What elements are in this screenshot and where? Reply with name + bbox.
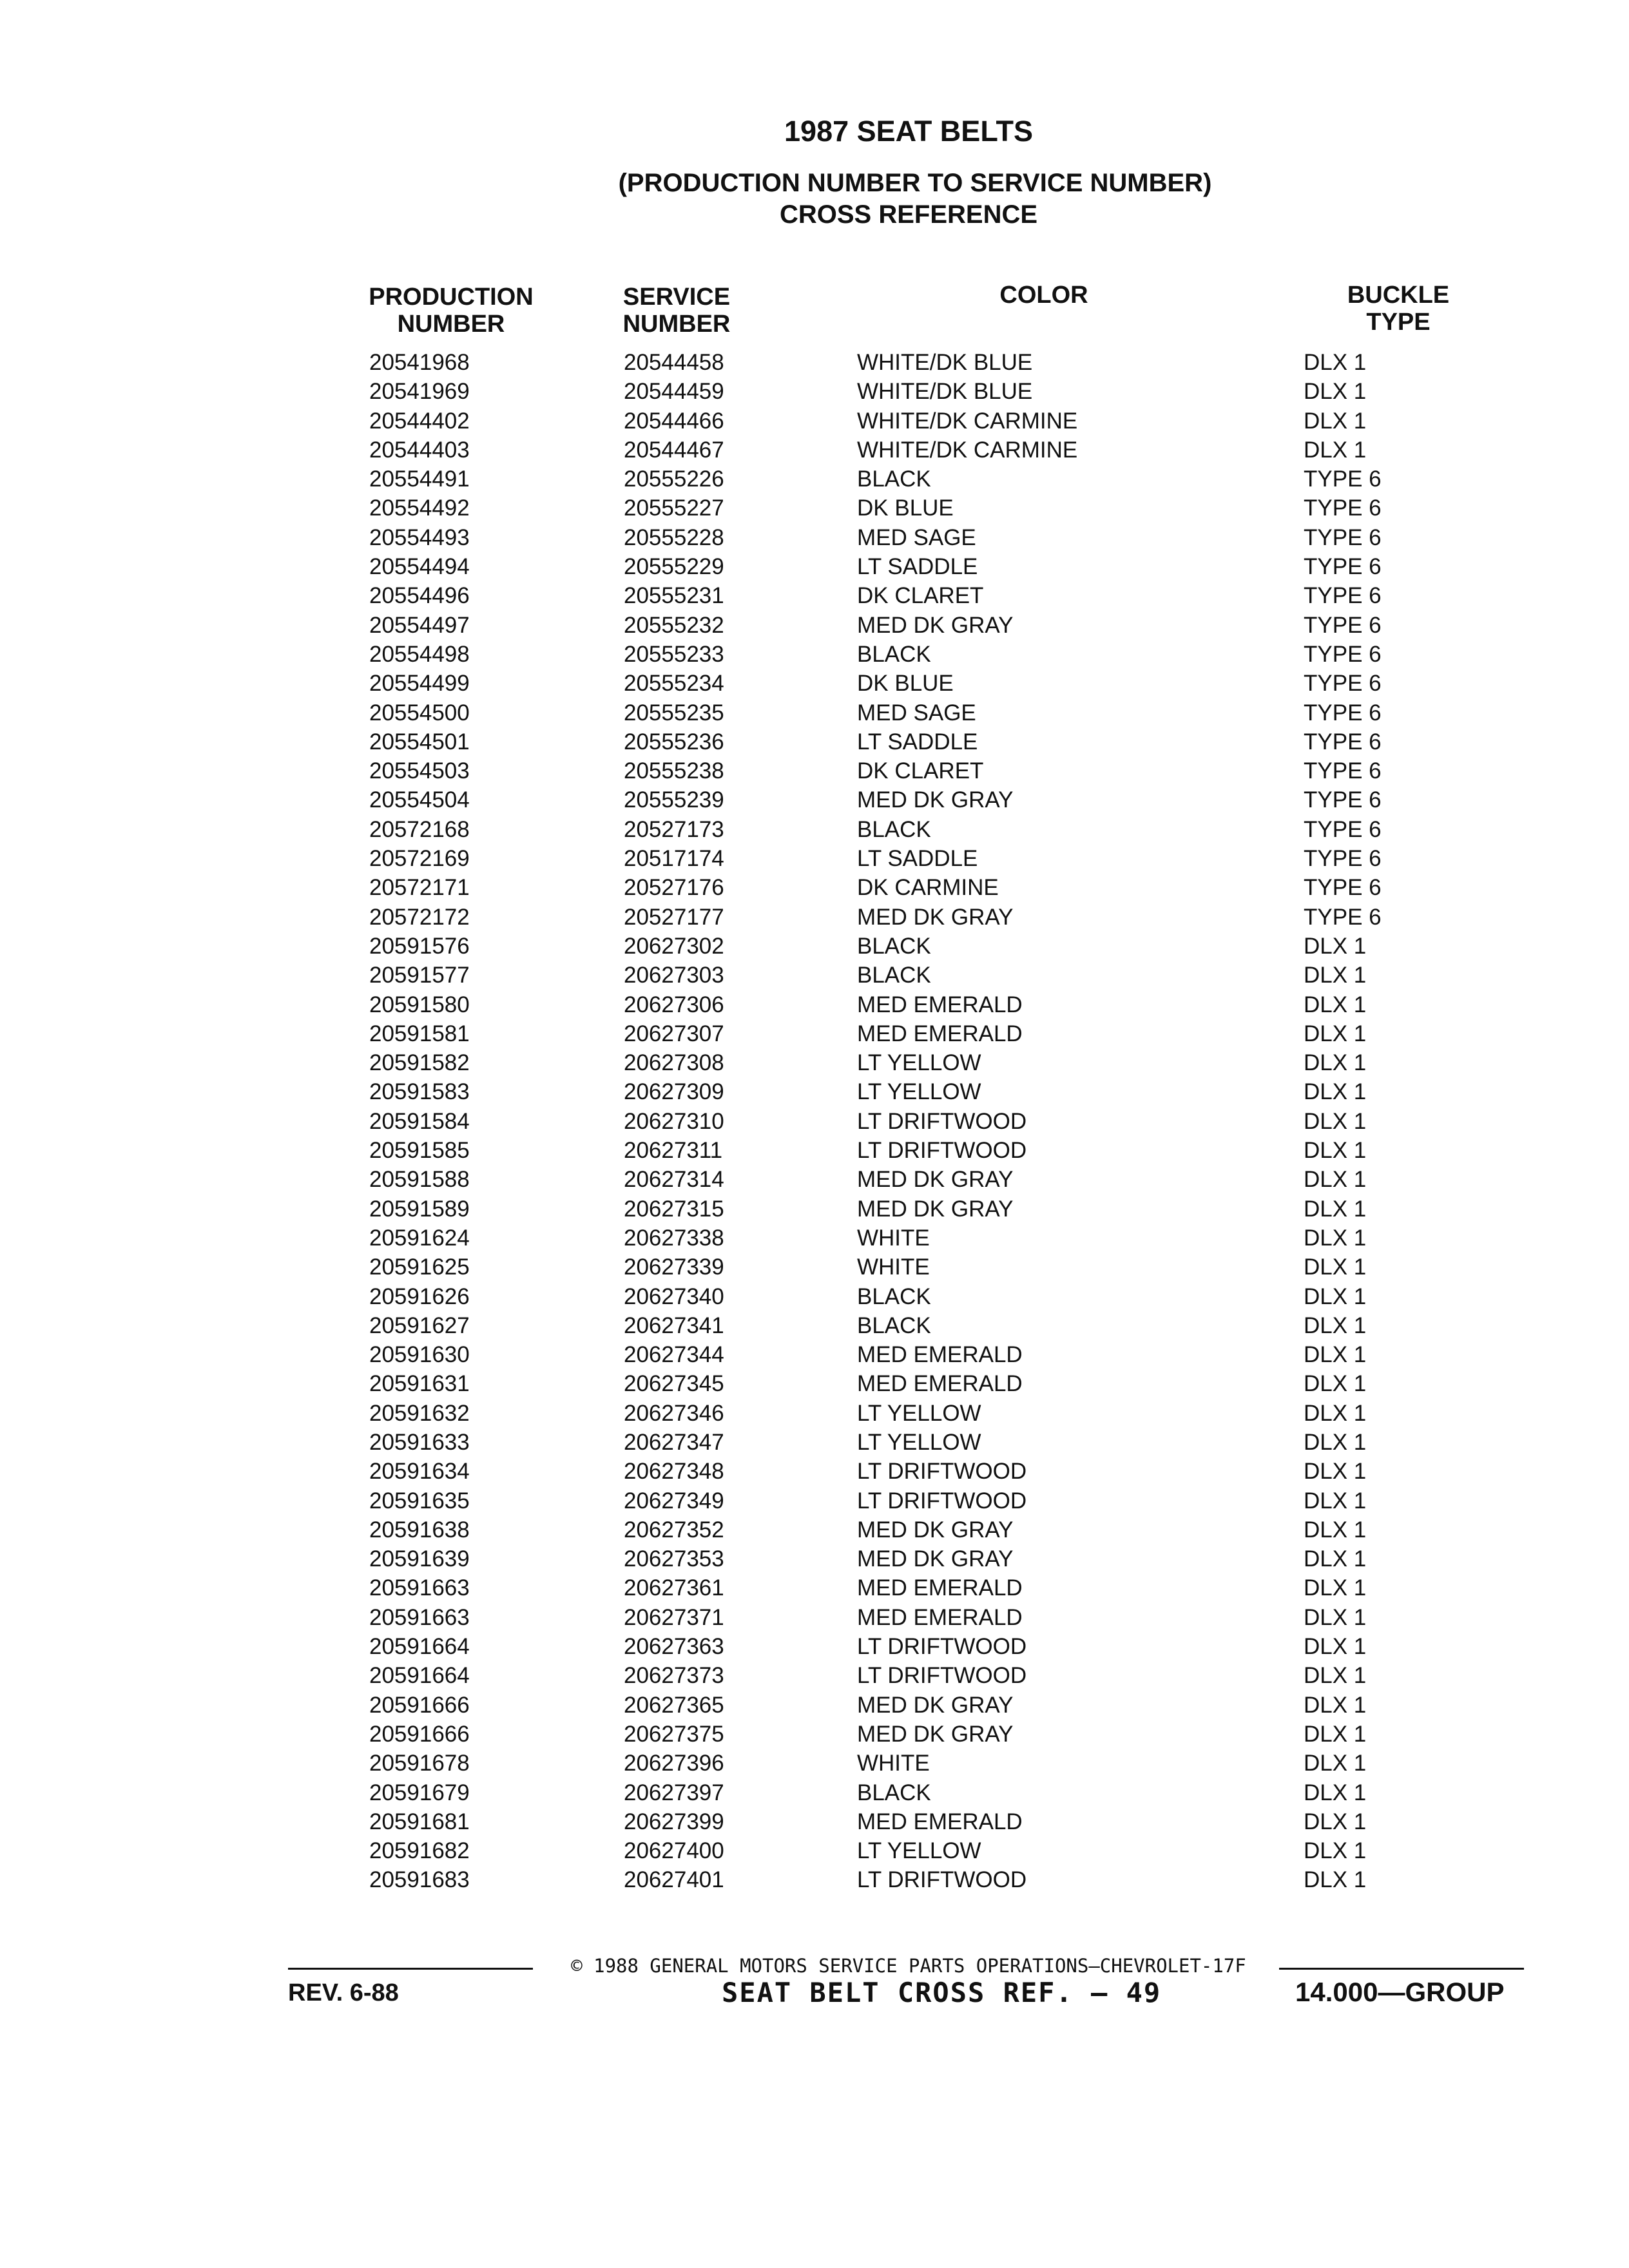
- buckle-type-cell: DLX 1: [1304, 1196, 1367, 1222]
- color-cell: LT DRIFTWOOD: [857, 1867, 1027, 1893]
- service-number-cell: 20544467: [624, 437, 724, 463]
- buckle-type-cell: DLX 1: [1304, 1283, 1367, 1309]
- header-color: [915, 282, 1173, 309]
- service-number-cell: 20627338: [624, 1225, 724, 1251]
- buckle-type-cell: DLX 1: [1304, 1167, 1367, 1193]
- buckle-type-cell: DLX 1: [1304, 992, 1367, 1017]
- table-row: [0, 1048, 1629, 1077]
- production-number-cell: 20544403: [369, 437, 470, 463]
- color-cell: MED DK GRAY: [857, 904, 1014, 930]
- color-cell: MED EMERALD: [857, 1021, 1023, 1046]
- color-cell: LT DRIFTWOOD: [857, 1108, 1027, 1134]
- service-number-cell: 20527177: [624, 904, 724, 930]
- service-number-cell: 20555238: [624, 758, 724, 784]
- table-row: [0, 1486, 1629, 1515]
- table-row: [0, 1778, 1629, 1807]
- production-number-cell: 20554501: [369, 729, 470, 754]
- service-number-cell: 20627311: [624, 1138, 723, 1164]
- color-cell: DK BLUE: [857, 495, 954, 521]
- table-row: [0, 1399, 1629, 1428]
- table-row: [0, 1165, 1629, 1194]
- buckle-type-cell: TYPE 6: [1304, 729, 1382, 754]
- color-cell: MED EMERALD: [857, 1575, 1023, 1601]
- buckle-type-cell: TYPE 6: [1304, 641, 1382, 667]
- color-cell: MED EMERALD: [857, 1809, 1023, 1834]
- table-row: [0, 698, 1629, 727]
- color-cell: WHITE: [857, 1225, 930, 1251]
- buckle-type-cell: DLX 1: [1304, 1371, 1367, 1397]
- cross-reference-table: [0, 348, 1629, 1895]
- color-cell: BLACK: [857, 963, 931, 988]
- header-service-number: [580, 284, 773, 338]
- color-cell: MED DK GRAY: [857, 1721, 1014, 1747]
- buckle-type-cell: DLX 1: [1304, 1050, 1367, 1076]
- service-number-cell: 20627341: [624, 1312, 724, 1338]
- service-number-cell: 20527173: [624, 816, 724, 842]
- service-number-cell: 20555234: [624, 671, 724, 697]
- buckle-type-cell: DLX 1: [1304, 1751, 1367, 1776]
- production-number-cell: 20554493: [369, 524, 470, 550]
- service-number-cell: 20555239: [624, 787, 724, 813]
- color-cell: LT DRIFTWOOD: [857, 1634, 1027, 1660]
- color-cell: WHITE/DK CARMINE: [857, 408, 1078, 434]
- buckle-type-cell: DLX 1: [1304, 1108, 1367, 1134]
- header-service-line2: NUMBER: [622, 311, 731, 338]
- table-row: [0, 1340, 1629, 1369]
- service-number-cell: 20627348: [624, 1459, 724, 1485]
- production-number-cell: 20591635: [369, 1488, 470, 1514]
- table-row: [0, 523, 1629, 552]
- production-number-cell: 20591631: [369, 1371, 470, 1397]
- table-row: [0, 1107, 1629, 1136]
- group-label: 14.000—GROUP: [1295, 1977, 1505, 2007]
- production-number-cell: 20591634: [369, 1459, 470, 1485]
- table-row: [0, 932, 1629, 961]
- color-cell: LT SADDLE: [857, 729, 978, 754]
- buckle-type-cell: DLX 1: [1304, 963, 1367, 988]
- color-cell: WHITE/DK BLUE: [857, 350, 1033, 375]
- table-row: [0, 1573, 1629, 1602]
- color-cell: BLACK: [857, 1312, 931, 1338]
- header-production-line1: PRODUCTION: [369, 284, 534, 311]
- color-cell: MED DK GRAY: [857, 612, 1014, 638]
- buckle-type-cell: TYPE 6: [1304, 524, 1382, 550]
- service-number-cell: 20627306: [624, 992, 724, 1017]
- service-number-cell: 20627371: [624, 1604, 724, 1630]
- service-number-cell: 20627346: [624, 1400, 724, 1426]
- buckle-type-cell: TYPE 6: [1304, 904, 1382, 930]
- table-row: [0, 903, 1629, 932]
- service-number-cell: 20627303: [624, 963, 724, 988]
- service-number-cell: 20627308: [624, 1050, 724, 1076]
- buckle-type-cell: DLX 1: [1304, 1604, 1367, 1630]
- table-row: [0, 844, 1629, 873]
- production-number-cell: 20591633: [369, 1429, 470, 1455]
- service-number-cell: 20555227: [624, 495, 724, 521]
- production-number-cell: 20544402: [369, 408, 470, 434]
- color-cell: WHITE/DK BLUE: [857, 379, 1033, 405]
- header-buckle-type: [1308, 282, 1489, 336]
- color-cell: WHITE: [857, 1254, 930, 1280]
- service-number-cell: 20555235: [624, 700, 724, 726]
- production-number-cell: 20572171: [369, 875, 470, 901]
- page-reference: SEAT BELT CROSS REF. — 49: [722, 1977, 1162, 2008]
- production-number-cell: 20591638: [369, 1517, 470, 1542]
- table-row: [0, 961, 1629, 990]
- header-buckle-line2: TYPE: [1366, 309, 1431, 336]
- color-cell: MED DK GRAY: [857, 787, 1014, 813]
- table-row: [0, 669, 1629, 698]
- service-number-cell: 20555229: [624, 554, 724, 580]
- color-cell: MED DK GRAY: [857, 1167, 1014, 1193]
- buckle-type-cell: DLX 1: [1304, 1634, 1367, 1660]
- color-cell: LT DRIFTWOOD: [857, 1138, 1027, 1164]
- table-row: [0, 640, 1629, 669]
- buckle-type-cell: DLX 1: [1304, 1663, 1367, 1689]
- production-number-cell: 20541968: [369, 350, 470, 375]
- table-row: [0, 1311, 1629, 1340]
- color-cell: BLACK: [857, 641, 931, 667]
- production-number-cell: 20591584: [369, 1108, 470, 1134]
- color-cell: BLACK: [857, 933, 931, 959]
- table-row: [0, 873, 1629, 902]
- service-number-cell: 20627400: [624, 1838, 724, 1864]
- service-number-cell: 20555226: [624, 466, 724, 492]
- service-number-cell: 20555232: [624, 612, 724, 638]
- production-number-cell: 20591624: [369, 1225, 470, 1251]
- buckle-type-cell: DLX 1: [1304, 1809, 1367, 1834]
- table-row: [0, 1865, 1629, 1894]
- service-number-cell: 20544458: [624, 350, 724, 375]
- buckle-type-cell: DLX 1: [1304, 1429, 1367, 1455]
- service-number-cell: 20544466: [624, 408, 724, 434]
- production-number-cell: 20591681: [369, 1809, 470, 1834]
- table-row: [0, 1136, 1629, 1165]
- service-number-cell: 20627401: [624, 1867, 724, 1893]
- service-number-cell: 20527176: [624, 875, 724, 901]
- revision-label: REV. 6-88: [288, 1979, 399, 2006]
- buckle-type-cell: DLX 1: [1304, 933, 1367, 959]
- color-cell: LT DRIFTWOOD: [857, 1459, 1027, 1485]
- table-row: [0, 348, 1629, 377]
- service-number-cell: 20627352: [624, 1517, 724, 1542]
- service-number-cell: 20555233: [624, 641, 724, 667]
- production-number-cell: 20591678: [369, 1751, 470, 1776]
- color-cell: MED SAGE: [857, 700, 976, 726]
- service-number-cell: 20627397: [624, 1780, 724, 1805]
- service-number-cell: 20555236: [624, 729, 724, 754]
- production-number-cell: 20554503: [369, 758, 470, 784]
- production-number-cell: 20591679: [369, 1780, 470, 1805]
- color-cell: DK BLUE: [857, 671, 954, 697]
- table-row: [0, 785, 1629, 814]
- service-number-cell: 20627345: [624, 1371, 724, 1397]
- service-number-cell: 20627399: [624, 1809, 724, 1834]
- buckle-type-cell: DLX 1: [1304, 1459, 1367, 1485]
- production-number-cell: 20554491: [369, 466, 470, 492]
- production-number-cell: 20572168: [369, 816, 470, 842]
- buckle-type-cell: DLX 1: [1304, 1780, 1367, 1805]
- buckle-type-cell: DLX 1: [1304, 1867, 1367, 1893]
- color-cell: BLACK: [857, 466, 931, 492]
- service-number-cell: 20544459: [624, 379, 724, 405]
- table-row: [0, 1661, 1629, 1690]
- color-cell: WHITE/DK CARMINE: [857, 437, 1078, 463]
- table-row: [0, 1253, 1629, 1282]
- buckle-type-cell: DLX 1: [1304, 1575, 1367, 1601]
- buckle-type-cell: TYPE 6: [1304, 671, 1382, 697]
- header-buckle-line1: BUCKLE: [1347, 282, 1450, 309]
- production-number-cell: 20572169: [369, 846, 470, 872]
- production-number-cell: 20591683: [369, 1867, 470, 1893]
- production-number-cell: 20591639: [369, 1546, 470, 1572]
- buckle-type-cell: DLX 1: [1304, 1138, 1367, 1164]
- service-number-cell: 20627314: [624, 1167, 724, 1193]
- production-number-cell: 20591589: [369, 1196, 470, 1222]
- footer-rule-right: [1279, 1968, 1524, 1970]
- header-color-label: COLOR: [999, 282, 1088, 309]
- buckle-type-cell: TYPE 6: [1304, 758, 1382, 784]
- production-number-cell: 20554492: [369, 495, 470, 521]
- color-cell: MED EMERALD: [857, 1371, 1023, 1397]
- service-number-cell: 20627375: [624, 1721, 724, 1747]
- service-number-cell: 20627344: [624, 1342, 724, 1368]
- service-number-cell: 20627302: [624, 933, 724, 959]
- copyright-notice: © 1988 GENERAL MOTORS SERVICE PARTS OPERATIONS—CHEVROLET-17F: [571, 1955, 1246, 1977]
- table-row: [0, 990, 1629, 1019]
- color-cell: LT DRIFTWOOD: [857, 1663, 1027, 1689]
- color-cell: WHITE: [857, 1751, 930, 1776]
- service-number-cell: 20627339: [624, 1254, 724, 1280]
- buckle-type-cell: DLX 1: [1304, 1546, 1367, 1572]
- buckle-type-cell: TYPE 6: [1304, 612, 1382, 638]
- production-number-cell: 20591664: [369, 1663, 470, 1689]
- production-number-cell: 20572172: [369, 904, 470, 930]
- buckle-type-cell: TYPE 6: [1304, 554, 1382, 580]
- color-cell: BLACK: [857, 1780, 931, 1805]
- service-number-cell: 20627310: [624, 1108, 724, 1134]
- production-number-cell: 20591630: [369, 1342, 470, 1368]
- production-number-cell: 20591577: [369, 963, 470, 988]
- color-cell: MED DK GRAY: [857, 1546, 1014, 1572]
- buckle-type-cell: DLX 1: [1304, 1312, 1367, 1338]
- table-row: [0, 756, 1629, 785]
- table-row: [0, 611, 1629, 640]
- color-cell: BLACK: [857, 816, 931, 842]
- table-row: [0, 494, 1629, 523]
- service-number-cell: 20627315: [624, 1196, 724, 1222]
- service-number-cell: 20627349: [624, 1488, 724, 1514]
- buckle-type-cell: TYPE 6: [1304, 846, 1382, 872]
- buckle-type-cell: DLX 1: [1304, 350, 1367, 375]
- color-cell: MED EMERALD: [857, 1342, 1023, 1368]
- footer-rule-left: [288, 1968, 533, 1970]
- service-number-cell: 20627361: [624, 1575, 724, 1601]
- color-cell: DK CLARET: [857, 758, 984, 784]
- production-number-cell: 20554497: [369, 612, 470, 638]
- table-row: [0, 1019, 1629, 1048]
- production-number-cell: 20591663: [369, 1575, 470, 1601]
- production-number-cell: 20591682: [369, 1838, 470, 1864]
- table-row: [0, 1749, 1629, 1778]
- header-production-number: [329, 284, 574, 338]
- table-row: [0, 1282, 1629, 1311]
- table-row: [0, 1195, 1629, 1224]
- buckle-type-cell: TYPE 6: [1304, 583, 1382, 609]
- buckle-type-cell: DLX 1: [1304, 1517, 1367, 1542]
- color-cell: LT DRIFTWOOD: [857, 1488, 1027, 1514]
- table-row: [0, 1369, 1629, 1398]
- service-number-cell: 20627340: [624, 1283, 724, 1309]
- color-cell: LT YELLOW: [857, 1838, 981, 1864]
- buckle-type-cell: DLX 1: [1304, 408, 1367, 434]
- production-number-cell: 20554504: [369, 787, 470, 813]
- production-number-cell: 20541969: [369, 379, 470, 405]
- buckle-type-cell: TYPE 6: [1304, 495, 1382, 521]
- buckle-type-cell: TYPE 6: [1304, 816, 1382, 842]
- color-cell: MED SAGE: [857, 524, 976, 550]
- production-number-cell: 20591663: [369, 1604, 470, 1630]
- buckle-type-cell: DLX 1: [1304, 1692, 1367, 1718]
- production-number-cell: 20554500: [369, 700, 470, 726]
- buckle-type-cell: TYPE 6: [1304, 787, 1382, 813]
- color-cell: MED EMERALD: [857, 1604, 1023, 1630]
- production-number-cell: 20591626: [369, 1283, 470, 1309]
- buckle-type-cell: DLX 1: [1304, 437, 1367, 463]
- page-subtitle-cross-reference: CROSS REFERENCE: [779, 200, 1038, 229]
- buckle-type-cell: DLX 1: [1304, 1342, 1367, 1368]
- service-number-cell: 20627373: [624, 1663, 724, 1689]
- production-number-cell: 20591582: [369, 1050, 470, 1076]
- page-subtitle: (PRODUCTION NUMBER TO SERVICE NUMBER): [618, 169, 1212, 197]
- table-row: [0, 465, 1629, 494]
- color-cell: LT YELLOW: [857, 1050, 981, 1076]
- color-cell: DK CLARET: [857, 583, 984, 609]
- table-row: [0, 1691, 1629, 1720]
- table-row: [0, 1836, 1629, 1865]
- buckle-type-cell: TYPE 6: [1304, 875, 1382, 901]
- service-number-cell: 20627396: [624, 1751, 724, 1776]
- table-row: [0, 436, 1629, 465]
- table-row: [0, 1603, 1629, 1632]
- service-number-cell: 20555231: [624, 583, 724, 609]
- production-number-cell: 20554496: [369, 583, 470, 609]
- header-production-line2: NUMBER: [397, 311, 505, 338]
- buckle-type-cell: DLX 1: [1304, 1225, 1367, 1251]
- color-cell: MED EMERALD: [857, 992, 1023, 1017]
- buckle-type-cell: DLX 1: [1304, 1254, 1367, 1280]
- buckle-type-cell: TYPE 6: [1304, 466, 1382, 492]
- header-service-line1: SERVICE: [622, 284, 731, 311]
- table-row: [0, 1632, 1629, 1661]
- table-row: [0, 581, 1629, 610]
- production-number-cell: 20591576: [369, 933, 470, 959]
- service-number-cell: 20555228: [624, 524, 724, 550]
- production-number-cell: 20591580: [369, 992, 470, 1017]
- table-row: [0, 1077, 1629, 1106]
- table-row: [0, 552, 1629, 581]
- buckle-type-cell: DLX 1: [1304, 1079, 1367, 1105]
- buckle-type-cell: DLX 1: [1304, 1021, 1367, 1046]
- color-cell: MED DK GRAY: [857, 1196, 1014, 1222]
- table-row: [0, 1720, 1629, 1749]
- service-number-cell: 20627363: [624, 1634, 724, 1660]
- service-number-cell: 20627307: [624, 1021, 724, 1046]
- color-cell: MED DK GRAY: [857, 1517, 1014, 1542]
- production-number-cell: 20591627: [369, 1312, 470, 1338]
- production-number-cell: 20591666: [369, 1692, 470, 1718]
- production-number-cell: 20591632: [369, 1400, 470, 1426]
- production-number-cell: 20554498: [369, 641, 470, 667]
- buckle-type-cell: DLX 1: [1304, 1721, 1367, 1747]
- production-number-cell: 20591666: [369, 1721, 470, 1747]
- production-number-cell: 20591583: [369, 1079, 470, 1105]
- table-row: [0, 1515, 1629, 1544]
- buckle-type-cell: DLX 1: [1304, 1488, 1367, 1514]
- color-cell: LT SADDLE: [857, 554, 978, 580]
- production-number-cell: 20591625: [369, 1254, 470, 1280]
- color-cell: BLACK: [857, 1283, 931, 1309]
- production-number-cell: 20591581: [369, 1021, 470, 1046]
- color-cell: LT YELLOW: [857, 1079, 981, 1105]
- buckle-type-cell: DLX 1: [1304, 1400, 1367, 1426]
- color-cell: DK CARMINE: [857, 875, 999, 901]
- production-number-cell: 20554494: [369, 554, 470, 580]
- production-number-cell: 20591588: [369, 1167, 470, 1193]
- table-row: [0, 377, 1629, 406]
- table-row: [0, 1807, 1629, 1836]
- table-row: [0, 1224, 1629, 1253]
- service-number-cell: 20627347: [624, 1429, 724, 1455]
- service-number-cell: 20627309: [624, 1079, 724, 1105]
- table-row: [0, 407, 1629, 436]
- production-number-cell: 20554499: [369, 671, 470, 697]
- table-row: [0, 1428, 1629, 1457]
- buckle-type-cell: DLX 1: [1304, 1838, 1367, 1864]
- service-number-cell: 20517174: [624, 846, 724, 872]
- buckle-type-cell: DLX 1: [1304, 379, 1367, 405]
- table-row: [0, 815, 1629, 844]
- service-number-cell: 20627365: [624, 1692, 724, 1718]
- production-number-cell: 20591585: [369, 1138, 470, 1164]
- table-row: [0, 1544, 1629, 1573]
- buckle-type-cell: TYPE 6: [1304, 700, 1382, 726]
- color-cell: MED DK GRAY: [857, 1692, 1014, 1718]
- page-title: 1987 SEAT BELTS: [784, 115, 1033, 148]
- table-row: [0, 727, 1629, 756]
- table-row: [0, 1457, 1629, 1486]
- production-number-cell: 20591664: [369, 1634, 470, 1660]
- color-cell: LT YELLOW: [857, 1400, 981, 1426]
- color-cell: LT SADDLE: [857, 846, 978, 872]
- service-number-cell: 20627353: [624, 1546, 724, 1572]
- color-cell: LT YELLOW: [857, 1429, 981, 1455]
